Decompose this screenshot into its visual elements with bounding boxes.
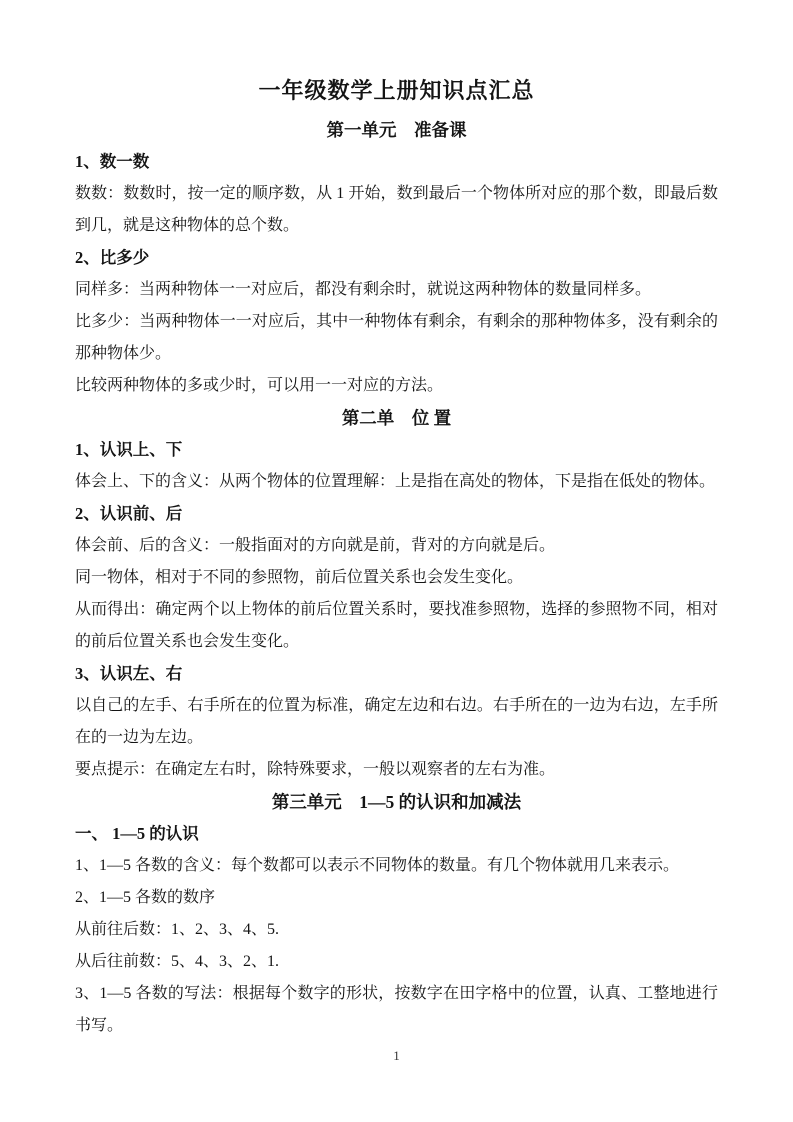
- paragraph: 2、1—5 各数的数序: [75, 889, 216, 906]
- paragraph: 1、1—5 各数的含义：每个数都可以表示不同物体的数量。有几个物体就用几来表示。: [75, 857, 680, 874]
- subheading: 一、 1—5 的认识: [75, 824, 199, 843]
- paragraph: 比较两种物体的多或少时，可以用一一对应的方法。: [75, 377, 444, 394]
- paragraph: 比多少：当两种物体一一对应后，其中一种物体有剩余，有剩余的那种物体多，没有剩余的那种物体少。: [75, 313, 718, 362]
- paragraph: 3、1—5 各数的写法：根据每个数字的形状，按数字在田字格中的位置，认真、工整地进行书写。: [75, 985, 718, 1034]
- paragraph: 体会上、下的含义：从两个物体的位置理解：上是指在高处的物体，下是指在低处的物体。: [75, 473, 716, 490]
- paragraph: 从后往前数：5、4、3、2、1.: [75, 953, 280, 970]
- subheading: 1、数一数: [75, 152, 150, 171]
- paragraph: 同样多：当两种物体一一对应后，都没有剩余时，就说这两种物体的数量同样多。: [75, 281, 652, 298]
- paragraph: 从而得出：确定两个以上物体的前后位置关系时，要找准参照物，选择的参照物不同，相对的前后位置关系也会发生变化。: [75, 601, 718, 650]
- subheading: 1、认识上、下: [75, 440, 183, 459]
- page-number: 1: [393, 1048, 400, 1063]
- unit-heading-1: 第一单元 准备课: [326, 120, 467, 140]
- paragraph: 要点提示：在确定左右时，除特殊要求，一般以观察者的左右为准。: [75, 761, 556, 778]
- paragraph: 以自己的左手、右手所在的位置为标准，确定左边和右边。右手所在的一边为右边，左手所在的一边为左边。: [75, 697, 718, 746]
- document-title: 一年级数学上册知识点汇总: [258, 78, 535, 103]
- paragraph: 从前往后数：1、2、3、4、5.: [75, 921, 280, 938]
- unit-heading-3: 第三单元 1—5 的认识和加减法: [271, 792, 522, 812]
- subheading: 2、认识前、后: [75, 504, 183, 523]
- subheading: 3、认识左、右: [75, 664, 183, 683]
- subheading: 2、比多少: [75, 248, 150, 267]
- paragraph: 同一物体，相对于不同的参照物，前后位置关系也会发生变化。: [75, 569, 524, 586]
- paragraph: 数数：数数时，按一定的顺序数，从 1 开始，数到最后一个物体所对应的那个数，即最后数到几，就是这种物体的总个数。: [75, 185, 718, 234]
- paragraph: 体会前、后的含义：一般指面对的方向就是前，背对的方向就是后。: [75, 537, 556, 554]
- unit-heading-2: 第二单 位 置: [341, 408, 452, 428]
